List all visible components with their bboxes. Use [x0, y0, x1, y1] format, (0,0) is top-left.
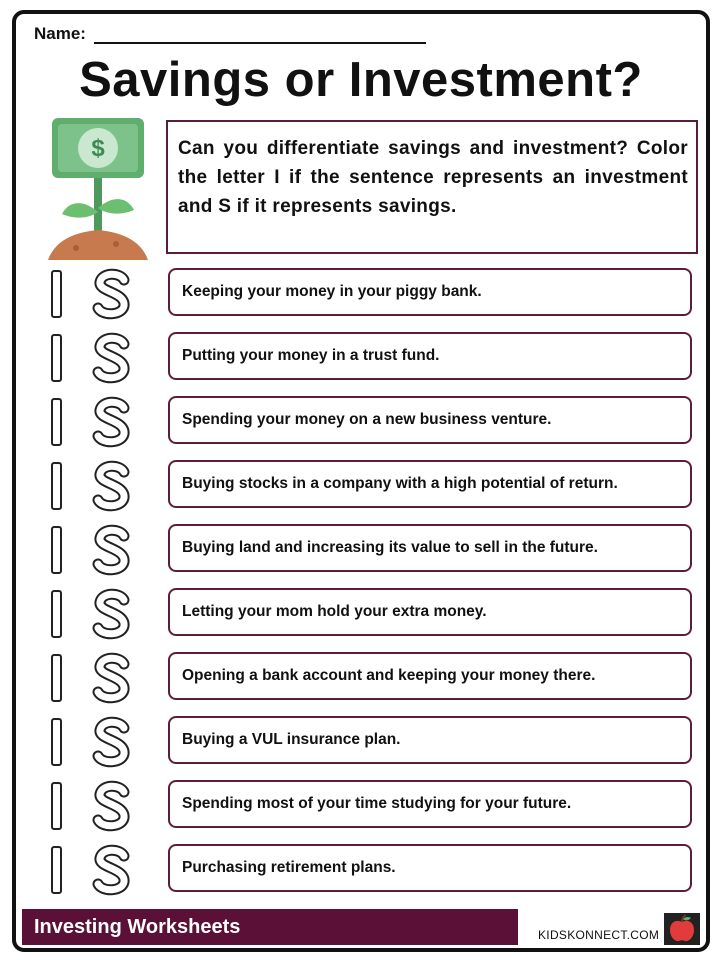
statement-row	[16, 460, 706, 512]
statement-row	[16, 524, 706, 576]
statement-row	[16, 588, 706, 640]
statement-text: Putting your money in a trust fund.	[168, 332, 692, 380]
letter-s-choice[interactable]	[90, 780, 134, 832]
statement-text: Spending most of your time studying for your future.	[168, 780, 692, 828]
statement-row	[16, 780, 706, 832]
letter-s-choice[interactable]	[90, 460, 134, 512]
statement-text: Buying land and increasing its value to sell in the future.	[168, 524, 692, 572]
footer-series-title: Investing Worksheets	[22, 909, 518, 945]
letter-s-choice[interactable]	[90, 652, 134, 704]
statement-row	[16, 844, 706, 896]
name-line[interactable]	[94, 24, 426, 44]
letter-i-choice[interactable]	[46, 524, 68, 576]
apple-logo-icon	[664, 913, 700, 945]
letter-s-choice[interactable]	[90, 268, 134, 320]
footer-site: KIDSKONNECT.COM	[538, 928, 660, 942]
letter-s-choice[interactable]	[90, 524, 134, 576]
statement-row	[16, 396, 706, 448]
letter-s-choice[interactable]	[90, 396, 134, 448]
statement-text: Opening a bank account and keeping your money there.	[168, 652, 692, 700]
statement-text: Keeping your money in your piggy bank.	[168, 268, 692, 316]
letter-i-choice[interactable]	[46, 780, 68, 832]
letter-i-choice[interactable]	[46, 844, 68, 896]
name-field	[34, 24, 426, 44]
statement-text: Spending your money on a new business venture.	[168, 396, 692, 444]
page-title: Savings or Investment?	[79, 53, 643, 107]
letter-s-choice[interactable]	[90, 588, 134, 640]
letter-i-choice[interactable]	[46, 396, 68, 448]
name-label: Name:	[34, 24, 86, 43]
statement-text: Buying a VUL insurance plan.	[168, 716, 692, 764]
instructions-box: Can you differentiate savings and investment? Color the letter I if the sentence represents an investment and S if it represents savings.	[166, 120, 698, 254]
letter-s-choice[interactable]	[90, 332, 134, 384]
statement-text: Purchasing retirement plans.	[168, 844, 692, 892]
statement-text: Letting your mom hold your extra money.	[168, 588, 692, 636]
money-plant-icon	[38, 114, 148, 262]
statement-text: Buying stocks in a company with a high potential of return.	[168, 460, 692, 508]
letter-i-choice[interactable]	[46, 716, 68, 768]
letter-s-choice[interactable]	[90, 844, 134, 896]
letter-i-choice[interactable]	[46, 588, 68, 640]
worksheet-frame	[12, 10, 710, 952]
svg-text:$: $	[91, 135, 105, 162]
letter-i-choice[interactable]	[46, 652, 68, 704]
letter-s-choice[interactable]	[90, 716, 134, 768]
statement-row	[16, 332, 706, 384]
letter-i-choice[interactable]	[46, 268, 68, 320]
statement-row	[16, 652, 706, 704]
letter-i-choice[interactable]	[46, 460, 68, 512]
statement-row	[16, 268, 706, 320]
letter-i-choice[interactable]	[46, 332, 68, 384]
statement-row	[16, 716, 706, 768]
